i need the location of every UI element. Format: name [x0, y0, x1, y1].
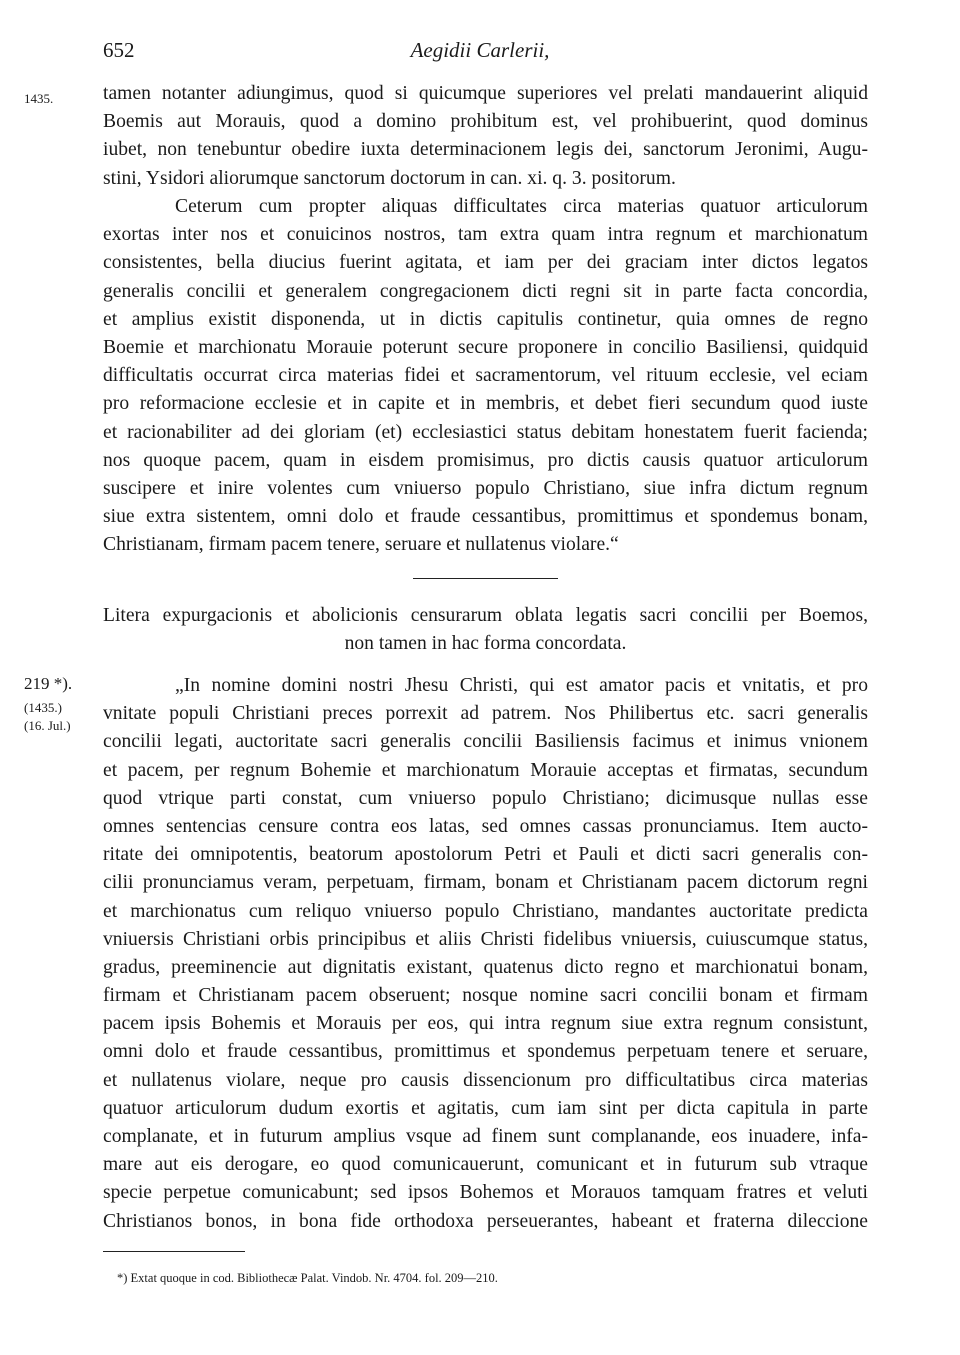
- text-line: stini, Ysidori aliorumque sanctorum doctorum in can. xi. q. 3. positorum.: [103, 167, 676, 189]
- text-line: ritate dei omnipotentis, beatorum apostolorum Petri et Pauli et dicti sacri generalis con-: [103, 844, 868, 866]
- text-line: iubet, non tenebuntur obedire iuxta determinacionem legis dei, sanctorum Jeronimi, Augu-: [103, 139, 868, 161]
- margin-year-note: 1435.: [24, 91, 54, 106]
- text-line: quod vtrique parti constat, cum vniuerso populo Christiano; dicimusque nullas esse: [103, 787, 868, 809]
- text-line: omnes sentencias censure contra eos latas, sed omnes cassas pronunciamus. Item aucto-: [103, 815, 868, 837]
- text-line: firmam et Christianam pacem obseruent; nosque nomine sacri concilii bonam et firmam: [103, 985, 868, 1007]
- text-line: consistentes, bella diucius fuerint agitata, et iam per dei graciam inter dictos legatos: [103, 252, 868, 274]
- running-head: Aegidii Carlerii,: [410, 38, 550, 62]
- text-line: vniuersis Christiani orbis principibus et aliis Christi fidelibus vniuersis, cuiuscumque status,: [103, 928, 868, 950]
- text-line: cilii pronunciamus veram, perpetuam, firmam, bonam et Christianam pacem dictorum regni: [103, 872, 868, 894]
- text-line: tamen notanter adiungimus, quod si quicumque superiores vel prelati mandauerint aliquid: [103, 83, 868, 104]
- text-line: Boemie et marchionatu Morauie poterunt secure proponere in concilio Basiliensi, quidquid: [103, 336, 868, 358]
- document-heading: [103, 602, 868, 658]
- footnote-text: *) Extat quoque in cod. Bibliothecæ Palat. Vindob. Nr. 4704. fol. 209—210.: [117, 1271, 498, 1285]
- heading-line: Litera expurgacionis et abolicionis censurarum oblata legatis sacri concilii per Boemos,: [103, 605, 868, 626]
- text-line: omni dolo et fraude cessantibus, promittimus et spondemus perpetuam tenere et seruare,: [103, 1041, 868, 1063]
- text-line: Christianos bonos, in bona fide orthodoxa perseuerantes, habeant et fraterna dileccione: [103, 1210, 868, 1232]
- text-line: complanate, et in futurum amplius vsque ad finem sunt complanande, eos inuadere, infa-: [103, 1126, 868, 1147]
- text-line: exortas inter nos et conuicinos nostros, tam extra quam intra regnum et marchionatum: [103, 224, 868, 246]
- text-line: suscipere et inire volentes cum vniuerso populo Christiano, siue infra dictum regnum: [103, 477, 868, 499]
- text-line: specie perpetue comunicabunt; sed ipsos Bohemos et Morauos tamquam fratres et veluti: [103, 1182, 868, 1204]
- text-line: et marchionatus cum reliquo vniuerso populo Christiano, mandantes auctoritate predicta: [103, 900, 868, 922]
- text-line: „In nomine domini nostri Jhesu Christi, qui est amator pacis et vnitatis, et pro: [175, 675, 868, 696]
- text-line: mare aut eis derogare, eo quod comunicauerunt, comunicant et in futurum sub vtraque: [103, 1154, 868, 1176]
- footnote-divider: [103, 1251, 245, 1252]
- text-line: nos quoque pacem, quam in eisdem promisimus, pro dictis causis quatuor articulorum: [103, 449, 868, 471]
- text-line: siue extra sistentem, omni dolo et fraude cessantibus, promittimus et spondemus bonam,: [103, 506, 868, 528]
- text-line: Boemis aut Morauis, quod a domino prohibitum est, vel prohibuerint, quod dominus: [103, 111, 868, 133]
- text-line: concilii legati, auctoritate sacri generalis concilii Basiliensis facimus et inimus vnionem: [103, 731, 868, 753]
- footnote: [103, 1271, 868, 1286]
- paragraph-2: [103, 193, 868, 559]
- text-line: et racionabiliter ad dei gloriam (et) ecclesiastici status debitam honestatem fuerit facienda;: [103, 421, 868, 443]
- text-line: gradus, preeminencie aut dignitatis existant, quatenus dicto regno et marchionatui bonam,: [103, 956, 868, 978]
- page-number: 652: [103, 38, 135, 62]
- text-line: et nullatenus violare, neque pro causis dissencionum pro difficultatibus circa materias: [103, 1069, 868, 1091]
- text-line: et amplius existit disponenda, ut in dictis capitulis continetur, quia omnes de regno: [103, 308, 868, 330]
- section-divider: [413, 578, 558, 579]
- margin-document-number: 219 *).: [24, 674, 73, 693]
- margin-document-date: (16. Jul.): [24, 718, 71, 733]
- text-line: generalis concilii et generalem congregacionem dicti regni sit in parte facta concordia,: [103, 280, 868, 302]
- text-line: pro reformacione ecclesie et in capite et in membris, et debet fieri secundum quod iuste: [103, 393, 868, 415]
- text-line: Ceterum cum propter aliquas difficultates circa materias quatuor articulorum: [175, 196, 868, 217]
- paragraph-3: [103, 672, 868, 1236]
- heading-line: non tamen in hac forma concordata.: [344, 633, 627, 655]
- text-line: Christianam, firmam pacem tenere, seruare et nullatenus violare.“: [103, 534, 619, 556]
- text-line: pacem ipsis Bohemis et Morauis per eos, qui intra regnum siue extra regnum consistunt,: [103, 1013, 868, 1035]
- text-line: vnitate populi Christiani preces porrexit ad patrem. Nos Philibertus etc. sacri generalis: [103, 703, 868, 725]
- text-line: et pacem, per regnum Bohemie et marchionatum Morauie acceptas et firmatas, secundum: [103, 759, 868, 781]
- margin-document-year: (1435.): [24, 700, 62, 715]
- text-line: difficultatis occurrat circa materias fidei et sacramentorum, vel rituum ecclesie, vel eciam: [103, 365, 868, 387]
- text-line: quatuor articulorum dudum exortis et agitatis, cum iam sint per dicta capitula in parte: [103, 1097, 868, 1119]
- paragraph-1: [103, 80, 868, 193]
